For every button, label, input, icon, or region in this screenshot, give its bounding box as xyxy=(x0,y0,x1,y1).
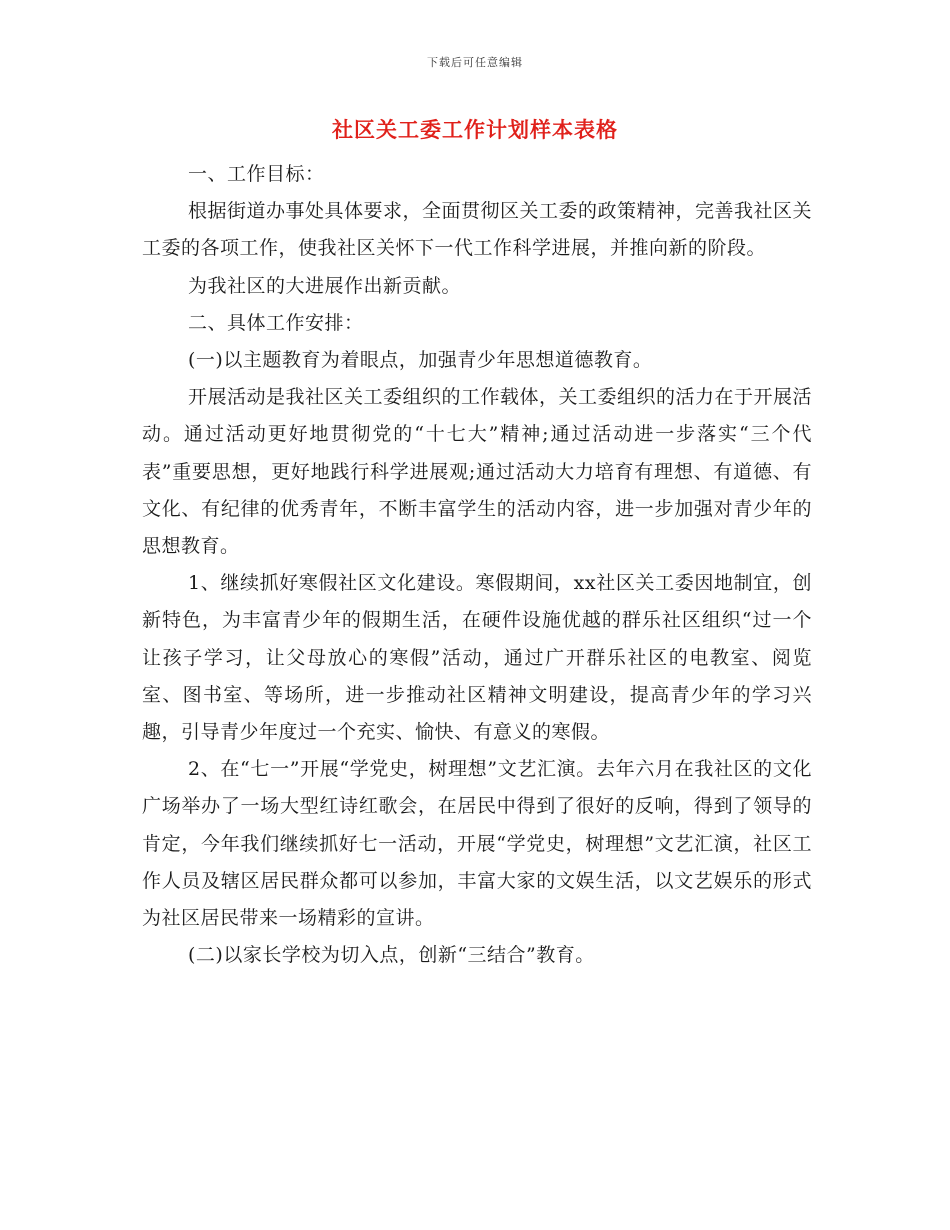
paragraph-item-july-first: 2、在“七一”开展“学党史，树理想”文艺汇演。去年六月在我社区的文化广场举办了一场大型红诗红歌会，在居民中得到了很好的反响，得到了领导的肯定，今年我们继续抓好七一活动，开展“学党史，树理想”文艺汇演，社区工作人员及辖区居民群众都可以参加，丰富大家的文娱生活，以文艺娱乐的形式为社区居民带来一场精彩的宣讲。 xyxy=(142,758,812,930)
paragraph-item-winter-break: 1、继续抓好寒假社区文化建设。寒假期间，xx社区关工委因地制宜，创新特色，为丰富青少年的假期生活，在硬件设施优越的群乐社区组织“过一个让孩子学习，让父母放心的寒假”活动，通过广开群乐社区的电教室、阅览室、图书室、等场所，进一步推动社区精神文明建设，提高青少年的学习兴趣，引导青少年度过一个充实、愉快、有意义的寒假。 xyxy=(142,572,812,744)
paragraph-work-goal-heading: 一、工作目标： xyxy=(188,163,325,185)
paragraph-contribution: 为我社区的大进展作出新贡献。 xyxy=(188,274,462,297)
paragraph-section-one-heading: (一)以主题教育为着眼点，加强青少年思想道德教育。 xyxy=(188,349,653,372)
paragraph-activities: 开展活动是我社区关工委组织的工作载体，关工委组织的活力在于开展活动。通过活动更好地贯彻党的“十七大”精神;通过活动进一步落实“三个代表”重要思想，更好地践行科学进展观;通过活动大力培育有理想、有道德、有文化、有纪律的优秀青年，不断丰富学生的活动内容，进一步加强对青少年的思想教育。 xyxy=(142,386,813,558)
paragraph-work-goal-text: 根据街道办事处具体要求，全面贯彻区关工委的政策精神，完善我社区关工委的各项工作，使我社区关怀下一代工作科学进展，并推向新的阶段。 xyxy=(142,200,813,260)
page-header-note: 下载后可任意编辑 xyxy=(427,56,523,69)
document-title: 社区关工委工作计划样本表格 xyxy=(332,117,618,142)
document-body xyxy=(142,156,812,974)
paragraph-arrangement-heading: 二、具体工作安排： xyxy=(188,311,364,334)
paragraph-section-two-heading: (二)以家长学校为切入点，创新“三结合”教育。 xyxy=(188,944,595,967)
